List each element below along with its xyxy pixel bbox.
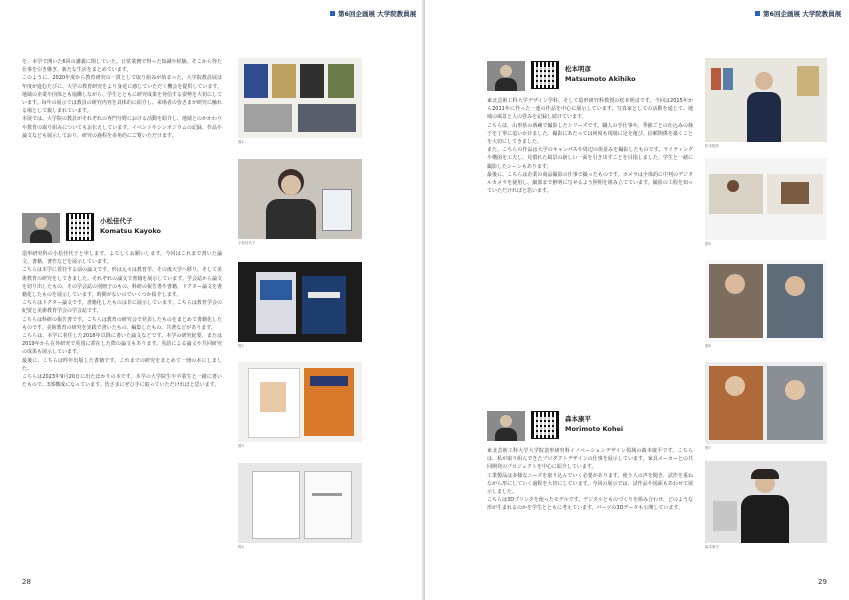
name-block — [100, 213, 161, 235]
profile-morimoto — [487, 411, 623, 441]
paragraph: このように、2020年度から教育研究の一貫として取り組みが始まった、大学院教員展は年度が進むたびに、大学の教育研究をより身近に感じていただく機会を提供しています。地域の企業や団体とも協働しながら、学生とともに研究成果を発信する姿勢を大切にしています。毎年の展示では教員の研究内容を具体的に紹介し、来場者の皆さまが研究に触れる場として親しまれています。 — [22, 75, 223, 115]
portrait-photo-large — [705, 58, 827, 142]
paragraph: こちらはドクター論文です。書籍化したものは非に展示しています。こちらは教育学会の紀要と美術教育学会の学会誌です。 — [22, 300, 222, 315]
name-english: Komatsu Kayoko — [100, 227, 161, 235]
paragraph: こちらは、本学に着任した2016年以降に書いた論文などです。本学の研究紀要、または2019年から在外研究で英国に滞在した際の論文もあります。英語による論文や共同研究の成果も展示しています。 — [22, 333, 222, 356]
caption: 図7 — [705, 446, 711, 450]
page-number: 29 — [818, 578, 827, 586]
photo-grid — [705, 260, 827, 342]
profile-komatsu — [22, 213, 161, 243]
profile-matsumoto — [487, 61, 636, 91]
body-text-top — [22, 58, 222, 140]
name-block — [565, 411, 623, 433]
portrait-photo — [22, 213, 60, 243]
header-title: 第6回企画展 大学院教員展 — [763, 10, 842, 18]
body-text-top — [487, 97, 693, 195]
page-header — [755, 9, 841, 18]
name-japanese: 松本明彦 — [565, 65, 591, 73]
name-block — [565, 61, 636, 83]
paragraph: 最後に、こちらは昨年出版した書籍です。これまでの研究をまとめて一冊の本にしました。 — [22, 357, 222, 372]
books-photo — [238, 262, 362, 342]
paragraph: 東北芸術工科大学大学院造形研究科イノベーションデザイン領域の森本康平です。こちらは、私が取り組んできたプロダクトデザインの仕事を展示しています。家具メーカーとの共同開発のプロジェクトを中心に紹介しています。 — [487, 448, 693, 471]
exhibition-photo — [238, 58, 362, 138]
page-header — [330, 9, 416, 18]
left-page — [0, 0, 424, 600]
portrait-photo-large — [705, 461, 827, 543]
page-number: 28 — [22, 578, 31, 586]
portrait-photo — [487, 61, 525, 91]
caption: 図3 — [238, 444, 244, 448]
paragraph: 本展では、大学院の教員がそれぞれの専門分野における活動を紹介し、地域とのかかわりや教育の取り組みについてもお伝えしています。イベントやシンポジウムの記録、作品や論文なども展示しており、研究の過程を多角的にご覧いただけます。 — [22, 116, 223, 139]
caption: 小松佳代子 — [238, 241, 256, 245]
artwork-photo — [705, 158, 827, 240]
body-text-bottom — [22, 250, 222, 389]
header-title: 第6回企画展 大学院教員展 — [338, 10, 417, 18]
paragraph: 最後に、こちらは企業の商品撮影の仕事で撮ったものです。カメラは全体的に中判のデジタルカメラを使用し、細部まで鮮明に写せるよう照明を組み立てています。撮影の工程を知っていただければと思います。 — [487, 171, 693, 195]
name-english: Matsumoto Akihiko — [565, 75, 636, 83]
caption: 図1 — [238, 140, 244, 144]
paragraph: こちらは2023年9月20日に出たばかりの本です。本学の大学院生や卒業生と一緒に書いたもので、3部構成になっています。皆さまにぜひ手に取っていただければと思います。 — [22, 374, 222, 389]
name-japanese: 小松佳代子 — [100, 217, 133, 225]
paragraph: こちらは本学に着任する前の論文です。形は元々は教育学、その後大学へ移り、そして美術教育の研究をしてきました。それぞれの論文で書籍を展示しています。学会誌から論文を切り出したもの、その学会誌の別冊子のもの、科研の報告書や書籍、ドクター論文を書籍化したものを展示しています。時間がないのでいくつか紹介します。 — [22, 267, 222, 299]
qr-code-icon[interactable] — [531, 61, 559, 89]
caption: 松本明彦 — [705, 144, 719, 148]
name-english: Morimoto Kohei — [565, 425, 624, 433]
qr-code-icon[interactable] — [531, 411, 559, 439]
paragraph: 造形研究科の小松佳代子と申します。よろしくお願いします。今回はこれまで書いた論文、書籍、著作などを展示しています。 — [22, 251, 222, 266]
caption: 図6 — [705, 344, 711, 348]
books-photo — [238, 362, 362, 442]
books-photo — [238, 463, 362, 543]
paragraph: こちらは3Dプリンタを使ったモデルです。デジタルとものづくりを組み合わせ、どのような形が生まれるのかを学生とともに考えています。パーツの3Dデータも公開しています。 — [487, 497, 693, 512]
paragraph: を、本学で開いた6回の講義に関していた。日常業務で得った知識や経験、そこから得た仕事を引き継ぎ、新たな生活をまとめています。 — [22, 59, 222, 74]
portrait-photo — [487, 411, 525, 441]
body-text-bottom — [487, 447, 693, 513]
caption: 図5 — [705, 242, 711, 246]
qr-code-icon[interactable] — [66, 213, 94, 241]
right-page — [425, 0, 849, 600]
name-japanese: 森本康平 — [565, 415, 591, 423]
paragraph: こちらは科研の報告書です。こちらは教育の研究会で発表したものをまとめて書籍化したものです。美術教育の研究を実践で書いたもの、編集したもの、共著などがあります。 — [22, 316, 222, 331]
caption: 森本康平 — [705, 545, 719, 549]
photo-grid — [705, 362, 827, 444]
header-square-icon — [330, 11, 335, 16]
paragraph: 工業製品は多様なニーズを取り込んでいく必要があります。使う人の声を聞き、試作を重ねながら形にしていく過程を大切にしています。今回の展示では、試作品や図面もあわせて展示しました。 — [487, 472, 693, 496]
caption: 図2 — [238, 344, 244, 348]
paragraph: こちらは、山形県の酒蔵で撮影したシリーズです。職人の手仕事や、季節ごとの仕込みの様子を丁寧に追いかけました。撮影にあたっては何度も現場に足を運び、信頼関係を築くことを大切にしてきました。 — [487, 122, 693, 146]
paragraph: 東北芸術工科大学デザイン学科、そして造形研究科教授の松本明彦です。今回は2015年から2011年に作った一連の作品を中心に展示しています。写真家としての活動を通じて、地域の風景と人の営みを記録し続けています。 — [487, 98, 693, 121]
header-square-icon — [755, 11, 760, 16]
paragraph: また、こちらの作品は大学のキャンパスや周辺の街並みを撮影したものです。ライティングや構図を工夫し、見慣れた風景の新しい一面を引き出すことを目指しました。学生と一緒に撮影したシーンもあります。 — [487, 147, 693, 170]
caption: 図4 — [238, 545, 244, 549]
portrait-photo-large — [238, 159, 362, 239]
